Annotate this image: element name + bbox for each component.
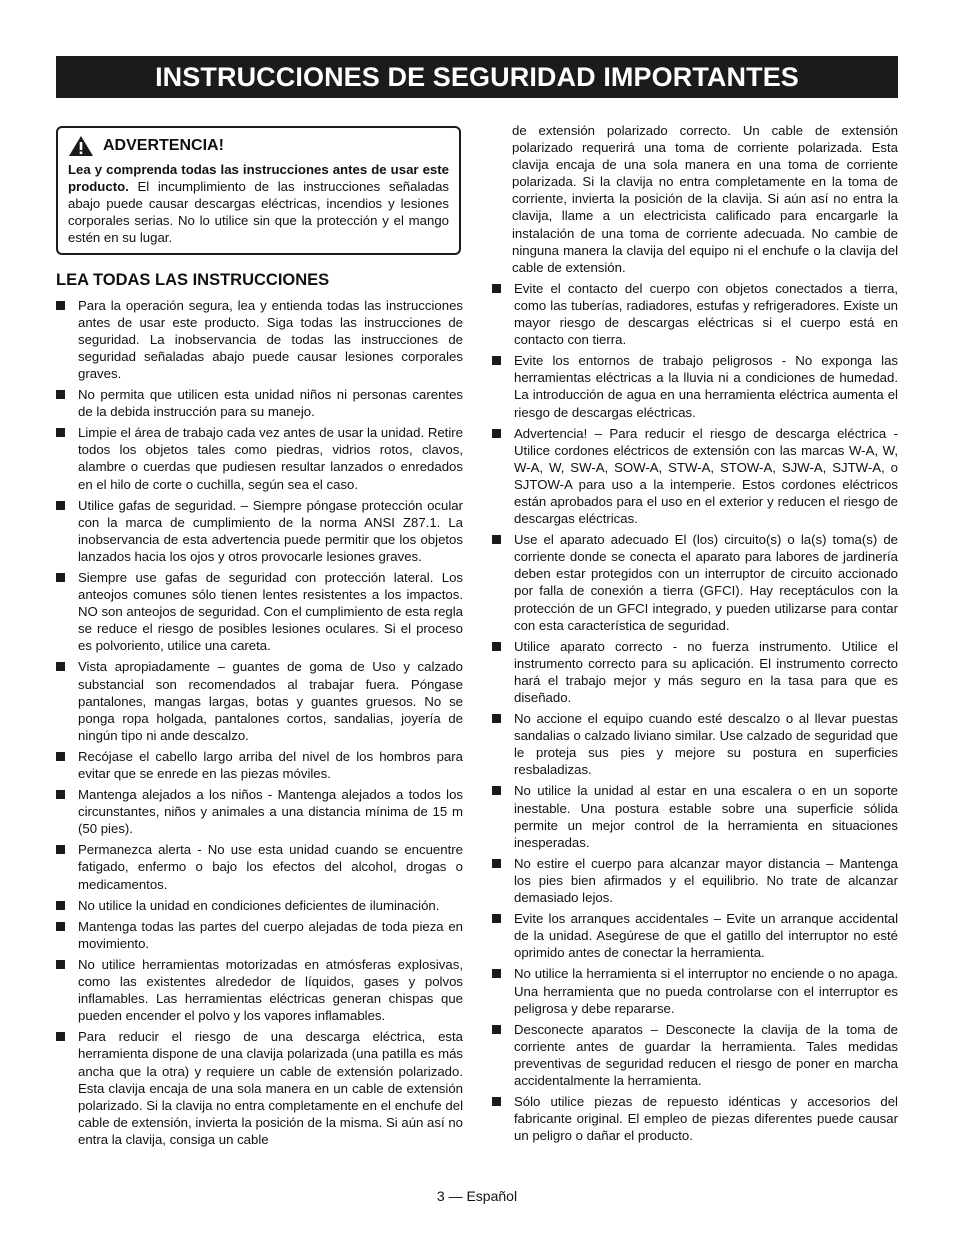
list-item-text: Utilice aparato correcto - no fuerza instrumento. Utilice el instrumento correcto para su aplicación. El instrumento correcto hará el trabajo mejor y más seguro en la tasa para que es diseñado. (514, 638, 898, 705)
list-item (492, 280, 898, 348)
left-instruction-list (56, 297, 463, 1148)
warning-text (68, 161, 449, 246)
list-item-text: Para reducir el riesgo de una descarga eléctrica, esta herramienta dispone de una clavija polarizada (una patilla es más ancha que la otra) y requiere un cable de extensión polarizado. Esta clavija encaja de una sola manera en un cable de extensión polarizado. Si la clavija no entra completamente en el enchufe del cable de extensión, invierta la posición de la misma. Si aún así no entra la clavija, consiga un cable (78, 1029, 463, 1147)
bullet-square-icon (56, 790, 65, 799)
list-item-text: Evite los entornos de trabajo peligrosos - No exponga las herramientas eléctricas a la lluvia ni a condiciones de humedad. La introducción de agua en una herramienta eléctrica aumenta el riesgo de descargas eléctricas. (514, 353, 898, 420)
bullet-square-icon (56, 922, 65, 931)
list-item-text: Utilice gafas de seguridad. – Siempre póngase protección ocular con la marca de cumplimiento de la norma ANSI Z87.1. La inobservancia de esta advertencia puede permitir que los objetos lanzados hacia los ojos y otros provocarle lesiones graves. (78, 497, 463, 564)
list-item-text: Limpie el área de trabajo cada vez antes de usar la unidad. Retire todos los objetos tales como piedras, vidrios rotos, clavos, alambre o cuerdas que pudiesen resultar lanzados o enredados en el hilo de corte o cuchilla, según sea el caso. (78, 425, 463, 492)
list-item (56, 918, 463, 952)
bullet-square-icon (56, 573, 65, 582)
list-item-text: Sólo utilice piezas de repuesto idénticas y accesorios del fabricante original. El empleo de piezas diferentes puede causar un peligro o dañar el producto. (514, 1094, 898, 1144)
list-item (56, 569, 463, 654)
bullet-square-icon (492, 859, 501, 868)
warning-box (56, 126, 461, 255)
list-item (56, 1028, 463, 1148)
list-item-text: Recójase el cabello largo arriba del nivel de los hombros para evitar que se enrede en las piezas móviles. (78, 748, 463, 781)
list-item-text: Mantenga alejados a los niños - Mantenga alejados a todos los circunstantes, niños y animales a una distancia mínima de 15 m (50 pies). (78, 787, 463, 837)
list-item-text: Evite los arranques accidentales – Evite un arranque accidental de la unidad. Asegúrese de que el gatillo del interruptor no esté oprimido antes de conectar la herramienta. (514, 911, 898, 961)
list-item-text: Use el aparato adecuado El (los) circuito(s) o la(s) toma(s) de corriente donde se conecta el aparato para labores de jardinería deben estar protegidos con un interruptor de circuito accionado por falla de conexión a tierra (GFCI). Hay receptáculos con la protección de un GFCI integrado, y pueden utilizarse para contar con esta característica de seguridad. (514, 532, 898, 633)
list-item (56, 386, 463, 420)
continued-paragraph: de extensión polarizado correcto. Un cable de extensión polarizado requerirá una toma de corriente polarizada. Esta clavija encaja de una sola manera en una toma de corriente polarizada. Si la clavija no entra completamente en la toma de corriente, invierta la posición de la clavija. Si aún así no entra la clavija, llame a un electricista calificado para encargarle la instalación de una toma de corriente adecuada. No cambie de ninguna manera la clavija del equipo ni el enchufe o la clavija del cable de extensión. (512, 123, 898, 275)
bullet-square-icon (56, 1032, 65, 1041)
right-column (492, 122, 898, 1148)
list-item (492, 855, 898, 906)
bullet-square-icon (492, 1025, 501, 1034)
list-item (492, 531, 898, 634)
page-footer: 3 — Español (436, 1188, 518, 1204)
list-item (492, 910, 898, 961)
bullet-square-icon (56, 501, 65, 510)
bullet-square-icon (492, 1097, 501, 1106)
list-item-text: No utilice herramientas motorizadas en atmósferas explosivas, como las existentes alrededor de líquidos, gases y polvos inflamables. Las herramientas eléctricas generan chispas que pueden encender el polvo y los vapores inflamables. (78, 956, 463, 1024)
bullet-square-icon (492, 429, 501, 438)
bullet-square-icon (56, 428, 65, 437)
list-item (492, 965, 898, 1016)
list-item-text: No utilice la herramienta si el interruptor no enciende o no apaga. Una herramienta que no pueda controlarse con el interruptor es peligrosa y debe repararse. (514, 966, 898, 1016)
list-item-text: Advertencia! – Para reducir el riesgo de descarga eléctrica - Utilice cordones eléctricos de extensión con las marcas W-A, W, W-A, W, SW-A, SOW-A, STW-A, STOW-A, SJW-A, SJTW-A, o SJTOW-A para uso a la intemperie. Estos cordones eléctricos están aprobados para el uso en el exterior y reducen el riesgo de descargas eléctricas. (514, 425, 898, 527)
bullet-square-icon (492, 786, 501, 795)
bullet-square-icon (492, 714, 501, 723)
list-item-text: Permanezca alerta - No use esta unidad cuando se encuentre fatigado, enfermo o bajo los efectos del alcohol, drogas o medicamentos. (78, 842, 463, 892)
list-item-text: No utilice la unidad al estar en una escalera o en un soporte inestable. Una postura estable sobre una superficie sólida permite un mejor control de la herramienta en situaciones inesperadas. (514, 783, 898, 850)
page-header (56, 56, 898, 98)
list-item-text: Vista apropiadamente – guantes de goma de Uso y calzado substancial son recomendados al trabajar fuera. Póngase pantalones, mangas largas, botas y guantes gruesos. No se ponga ropa holgada, pantalones cortos, sandalias, joyería de ningún tipo ni ande descalzo. (78, 659, 463, 743)
list-item-text: Evite el contacto del cuerpo con objetos conectados a tierra, como las tuberías, radiadores, estufas y refrigeradores. Existe un mayor riesgo de descargas eléctricas si el cuerpo está en contacto con tierra. (514, 280, 898, 348)
warning-bold-text: Lea y comprenda todas las instrucciones antes de usar este producto. (68, 162, 449, 195)
list-item (492, 352, 898, 420)
warning-triangle-icon (68, 135, 94, 157)
list-item (56, 786, 463, 837)
bullet-square-icon (56, 845, 65, 854)
bullet-square-icon (56, 752, 65, 761)
bullet-square-icon (56, 901, 65, 910)
list-item (492, 1021, 898, 1089)
list-item-text: Desconecte aparatos – Desconecte la clavija de la toma de corriente antes de guardar la herramienta. Tales medidas preventivas de seguridad reducen el riesgo de poner en marcha accidentalmente la herramienta. (514, 1021, 898, 1088)
page-title: INSTRUCCIONES DE SEGURIDAD IMPORTANTES (155, 61, 799, 92)
warning-body-text: El incumplimiento de las instrucciones señaladas abajo puede causar descargas eléctricas, incendios y lesiones corporales serias. No lo utilice sin que la protección y el mango estén en su lugar. (68, 179, 449, 246)
list-item-text: No utilice la unidad en condiciones deficientes de iluminación. (78, 897, 440, 913)
list-item (56, 897, 463, 914)
warning-title-text: ADVERTENCIA! (103, 137, 224, 155)
section-title: LEA TODAS LAS INSTRUCCIONES (56, 271, 330, 290)
list-item-text: Para la operación segura, lea y entienda todas las instrucciones antes de usar este producto. Siga todas las instrucciones de seguridad. La inobservancia de todas las instrucciones de seguridad señaladas abajo puede causar lesiones corporales graves. (78, 297, 463, 381)
bullet-square-icon (492, 535, 501, 544)
left-column (56, 122, 463, 1152)
list-item-text: No permita que utilicen esta unidad niños ni personas carentes de la debida instrucción para su manejo. (78, 387, 463, 420)
list-item (492, 638, 898, 706)
bullet-square-icon (492, 969, 501, 978)
list-item (492, 1093, 898, 1144)
bullet-square-icon (492, 284, 501, 293)
bullet-square-icon (492, 914, 501, 923)
list-item (56, 424, 463, 492)
list-item (56, 297, 463, 382)
list-item (56, 497, 463, 565)
bullet-square-icon (492, 356, 501, 365)
list-item (492, 710, 898, 778)
bullet-square-icon (56, 960, 65, 969)
list-item (56, 658, 463, 743)
bullet-square-icon (56, 301, 65, 310)
list-item (492, 425, 898, 528)
bullet-square-icon (56, 390, 65, 399)
list-item (56, 748, 463, 782)
list-item (56, 841, 463, 892)
bullet-square-icon (56, 662, 65, 671)
list-item-text: Mantenga todas las partes del cuerpo alejadas de toda pieza en movimiento. (78, 918, 463, 951)
list-item-text: Siempre use gafas de seguridad con protección lateral. Los anteojos comunes sólo tienen lentes resistentes a los impactos. NO son anteojos de seguridad. Con el cumplimiento de esta regla se reduce el riesgo de posibles lesiones oculares. Si el proceso es polvoriento, utilice una careta. (78, 569, 463, 654)
list-item-text: No estire el cuerpo para alcanzar mayor distancia – Mantenga los pies bien afirmados y el equilibrio. No trate de alcanzar demasiado lejos. (514, 855, 898, 906)
bullet-square-icon (492, 642, 501, 651)
list-item (56, 956, 463, 1024)
list-item-text: No accione el equipo cuando esté descalzo o al llevar puestas sandalias o calzado liviano similar. Use calzado de seguridad que le proteja sus pies y mejore su postura en superficies resbaladizas. (514, 711, 898, 778)
list-item (492, 782, 898, 850)
right-instruction-list (492, 280, 898, 1145)
warning-title (68, 135, 449, 157)
